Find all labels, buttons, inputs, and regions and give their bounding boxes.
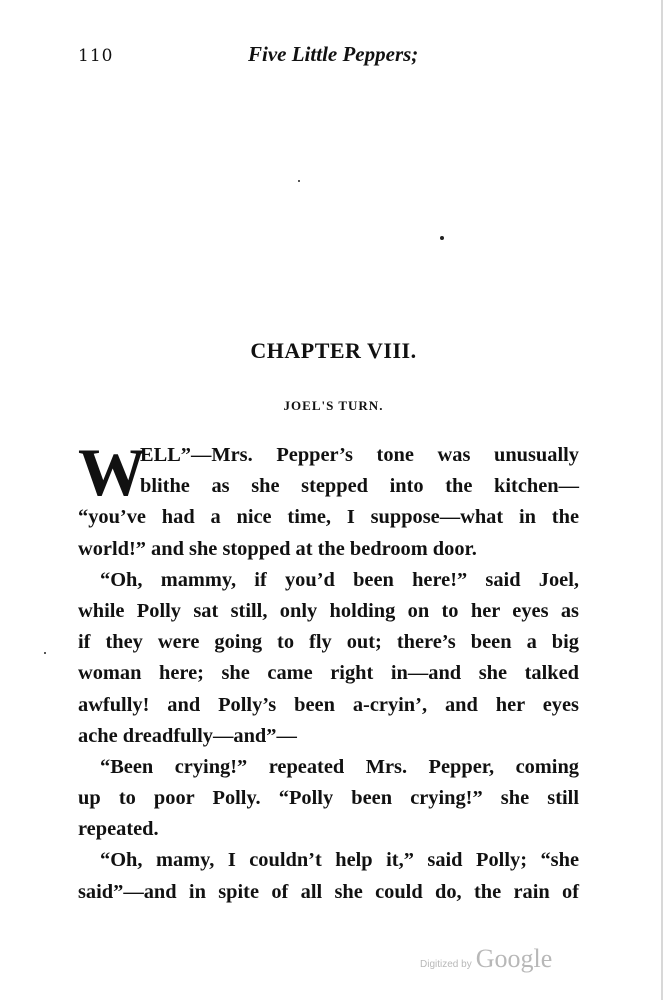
- text-line: world!” and she stopped at the bedroom door.: [78, 537, 477, 560]
- page-number: 110: [78, 46, 114, 66]
- text-line: repeated.: [78, 818, 159, 841]
- body-text: [78, 434, 579, 908]
- text-line: woman here; she came right in—and she talked: [78, 662, 579, 685]
- text-line: awfully! and Polly’s been a-cryin’, and her eyes: [78, 693, 579, 716]
- text-line: ELL”—Mrs. Pepper’s tone was unusually: [140, 444, 579, 466]
- running-head: Five Little Peppers;: [248, 42, 419, 66]
- ink-speck: [44, 652, 46, 654]
- chapter-subtitle: JOEL'S TURN.: [283, 398, 384, 413]
- text-line: said”—and in spite of all she could do, the rain of: [78, 880, 579, 903]
- page-header: [78, 40, 598, 70]
- text-line: while Polly sat still, only holding on to her eyes as: [78, 599, 579, 622]
- ink-speck: [298, 180, 300, 182]
- text-line: “you’ve had a nice time, I suppose—what in the: [78, 506, 579, 529]
- text-line: if they were going to fly out; there’s been a big: [78, 631, 579, 654]
- page-edge: [661, 0, 663, 1000]
- text-line: “Been crying!” repeated Mrs. Pepper, coming: [100, 755, 579, 778]
- text-line: blithe as she stepped into the kitchen—: [140, 475, 579, 498]
- text-line: “Oh, mammy, if you’d been here!” said Joel,: [100, 568, 579, 591]
- text-line: up to poor Polly. “Polly been crying!” she still: [78, 787, 579, 810]
- watermark-brand: Google: [475, 944, 553, 973]
- chapter-title: CHAPTER VIII.: [250, 338, 417, 363]
- drop-cap: W: [78, 434, 146, 510]
- text-line: ache dreadfully—and”—: [78, 724, 297, 747]
- text-line: “Oh, mamy, I couldn’t help it,” said Polly; “she: [100, 849, 579, 872]
- ink-speck: [440, 236, 444, 240]
- digitization-watermark: [420, 944, 552, 974]
- watermark-prefix: Digitized by: [420, 959, 472, 970]
